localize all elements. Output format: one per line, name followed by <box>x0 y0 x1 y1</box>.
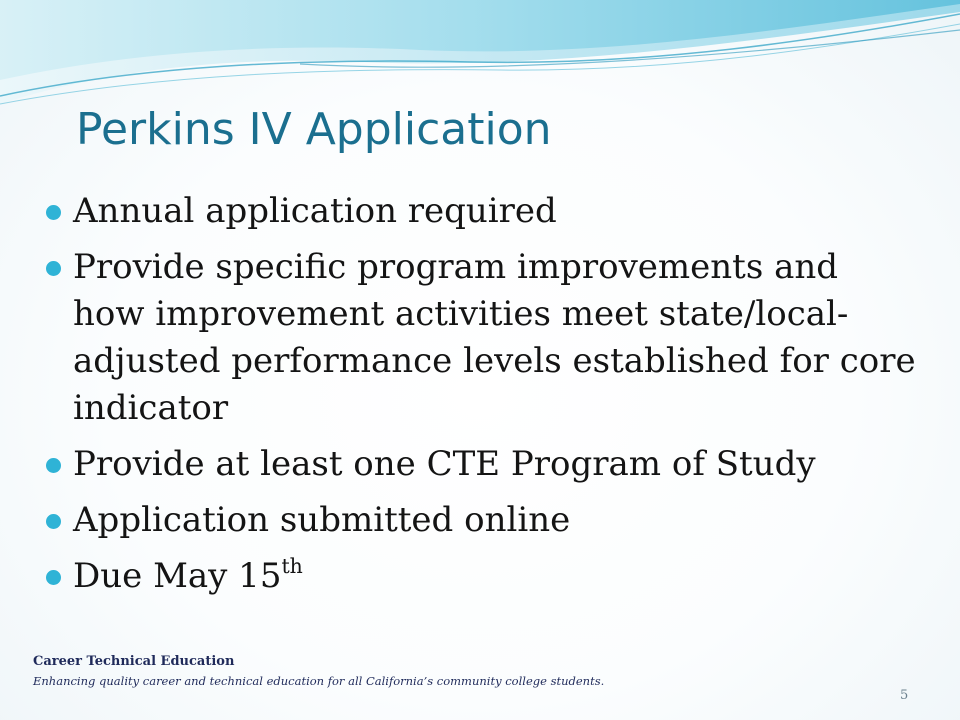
bullet-dot-icon <box>46 458 61 473</box>
bullet-item <box>46 244 916 432</box>
bullet-list <box>46 188 916 609</box>
bullet-item <box>46 188 916 235</box>
bullet-item <box>46 553 916 600</box>
slide-title: Perkins IV Application <box>76 104 552 155</box>
page-number: 5 <box>900 688 909 703</box>
bullet-dot-icon <box>46 514 61 529</box>
bullet-text: Provide at least one CTE Program of Study <box>73 444 816 484</box>
bullet-dot-icon <box>46 570 61 585</box>
bullet-text: Application submitted online <box>73 500 571 540</box>
footer-tagline: Enhancing quality career and technical education for all California’s community college students. <box>33 674 605 688</box>
footer-organization: Career Technical Education <box>33 654 235 669</box>
bullet-superscript: th <box>281 553 303 578</box>
bullet-item <box>46 497 916 544</box>
bullet-item <box>46 441 916 488</box>
bullet-text: Annual application required <box>73 191 557 231</box>
bullet-dot-icon <box>46 261 61 276</box>
bullet-dot-icon <box>46 205 61 220</box>
bullet-text: Provide specific program improvements and how improvement activities meet state/local-adjusted performance levels established for core indicator <box>73 247 916 428</box>
bullet-text: Due May 15 <box>73 556 282 596</box>
